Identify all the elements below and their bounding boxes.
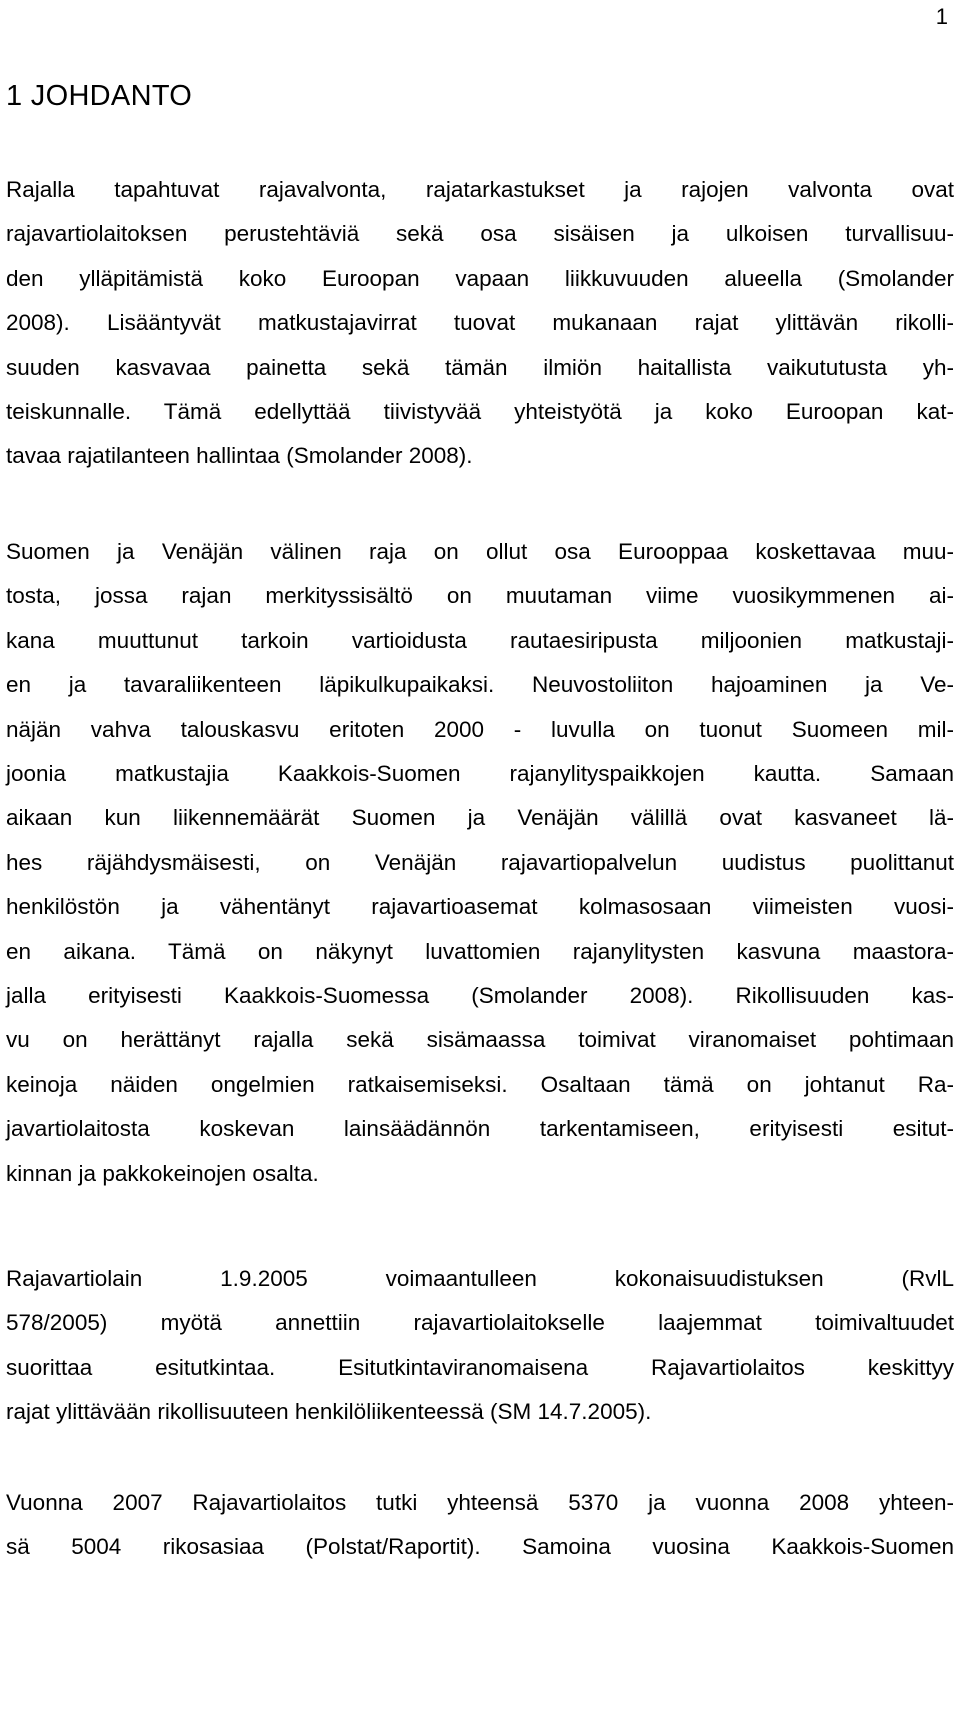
paragraph-line: kinnan ja pakkokeinojen osalta. xyxy=(6,1160,319,1186)
paragraph-line: den ylläpitämistä koko Euroopan vapaan liikkuvuuden alueella (Smolander xyxy=(6,265,954,291)
paragraph-line: rajat ylittävään rikollisuuteen henkilöliikenteessä (SM 14.7.2005). xyxy=(6,1399,652,1425)
paragraph-line: rajavartiolaitoksen perustehtäviä sekä osa sisäisen ja ulkoisen turvallisuu- xyxy=(6,221,954,247)
paragraph-line: teiskunnalle. Tämä edellyttää tiivistyvää yhteistyötä ja koko Euroopan kat- xyxy=(6,399,954,425)
paragraph-line: tosta, jossa rajan merkityssisältö on muutaman viime vuosikymmenen ai- xyxy=(6,583,954,609)
paragraph-line: joonia matkustajia Kaakkois-Suomen rajanylityspaikkojen kautta. Samaan xyxy=(6,761,954,787)
paragraph-line: en ja tavaraliikenteen läpikulkupaikaksi. Neuvostoliiton hajoaminen ja Ve- xyxy=(6,672,954,698)
paragraph-line: hes räjähdysmäisesti, on Venäjän rajavartiopalvelun uudistus puolittanut xyxy=(6,849,954,875)
paragraph-line: javartiolaitosta koskevan lainsäädännön tarkentamiseen, erityisesti esitut- xyxy=(6,1116,954,1142)
chapter-heading: 1 JOHDANTO xyxy=(6,80,193,112)
paragraph-line: suorittaa esitutkintaa. Esitutkintaviranomaisena Rajavartiolaitos keskittyy xyxy=(6,1354,954,1380)
paragraph-3 xyxy=(6,1257,954,1435)
paragraph-line: kana muuttunut tarkoin vartioidusta rautaesiripusta miljoonien matkustaji- xyxy=(6,627,954,653)
paragraph-line: aikaan kun liikennemäärät Suomen ja Venäjän välillä ovat kasvaneet lä- xyxy=(6,805,954,831)
paragraph-line: 578/2005) myötä annettiin rajavartiolaitokselle laajemmat toimivaltuudet xyxy=(6,1310,954,1336)
paragraph-line: tavaa rajatilanteen hallintaa (Smolander 2008). xyxy=(6,443,473,469)
paragraph-4 xyxy=(6,1481,954,1570)
paragraph-line: keinoja näiden ongelmien ratkaisemiseksi. Osaltaan tämä on johtanut Ra- xyxy=(6,1071,954,1097)
paragraph-line: jalla erityisesti Kaakkois-Suomessa (Smolander 2008). Rikollisuuden kas- xyxy=(6,983,954,1009)
paragraph-line: Rajavartiolain 1.9.2005 voimaantulleen kokonaisuudistuksen (RvlL xyxy=(6,1266,954,1291)
paragraph-line: en aikana. Tämä on näkynyt luvattomien rajanylitysten kasvuna maastora- xyxy=(6,938,954,964)
paragraph-line: Rajalla tapahtuvat rajavalvonta, rajatarkastukset ja rajojen valvonta ovat xyxy=(6,177,954,202)
paragraph-line: henkilöstön ja vähentänyt rajavartioasemat kolmasosaan viimeisten vuosi- xyxy=(6,894,954,920)
page-number: 1 xyxy=(935,4,948,29)
paragraph-line: suuden kasvavaa painetta sekä tämän ilmiön haitallista vaikututusta yh- xyxy=(6,354,954,380)
paragraph-2 xyxy=(6,530,954,1196)
paragraph-1 xyxy=(6,168,954,479)
paragraph-line: vu on herättänyt rajalla sekä sisämaassa toimivat viranomaiset pohtimaan xyxy=(6,1027,954,1053)
paragraph-line: Suomen ja Venäjän välinen raja on ollut osa Eurooppaa koskettavaa muu- xyxy=(6,539,954,564)
paragraph-line: näjän vahva talouskasvu eritoten 2000 - luvulla on tuonut Suomeen mil- xyxy=(6,716,954,742)
paragraph-line: 2008). Lisääntyvät matkustajavirrat tuovat mukanaan rajat ylittävän rikolli- xyxy=(6,310,954,336)
paragraph-line: Vuonna 2007 Rajavartiolaitos tutki yhteensä 5370 ja vuonna 2008 yhteen- xyxy=(6,1490,954,1515)
paragraph-line: sä 5004 rikosasiaa (Polstat/Raportit). Samoina vuosina Kaakkois-Suomen xyxy=(6,1534,954,1560)
